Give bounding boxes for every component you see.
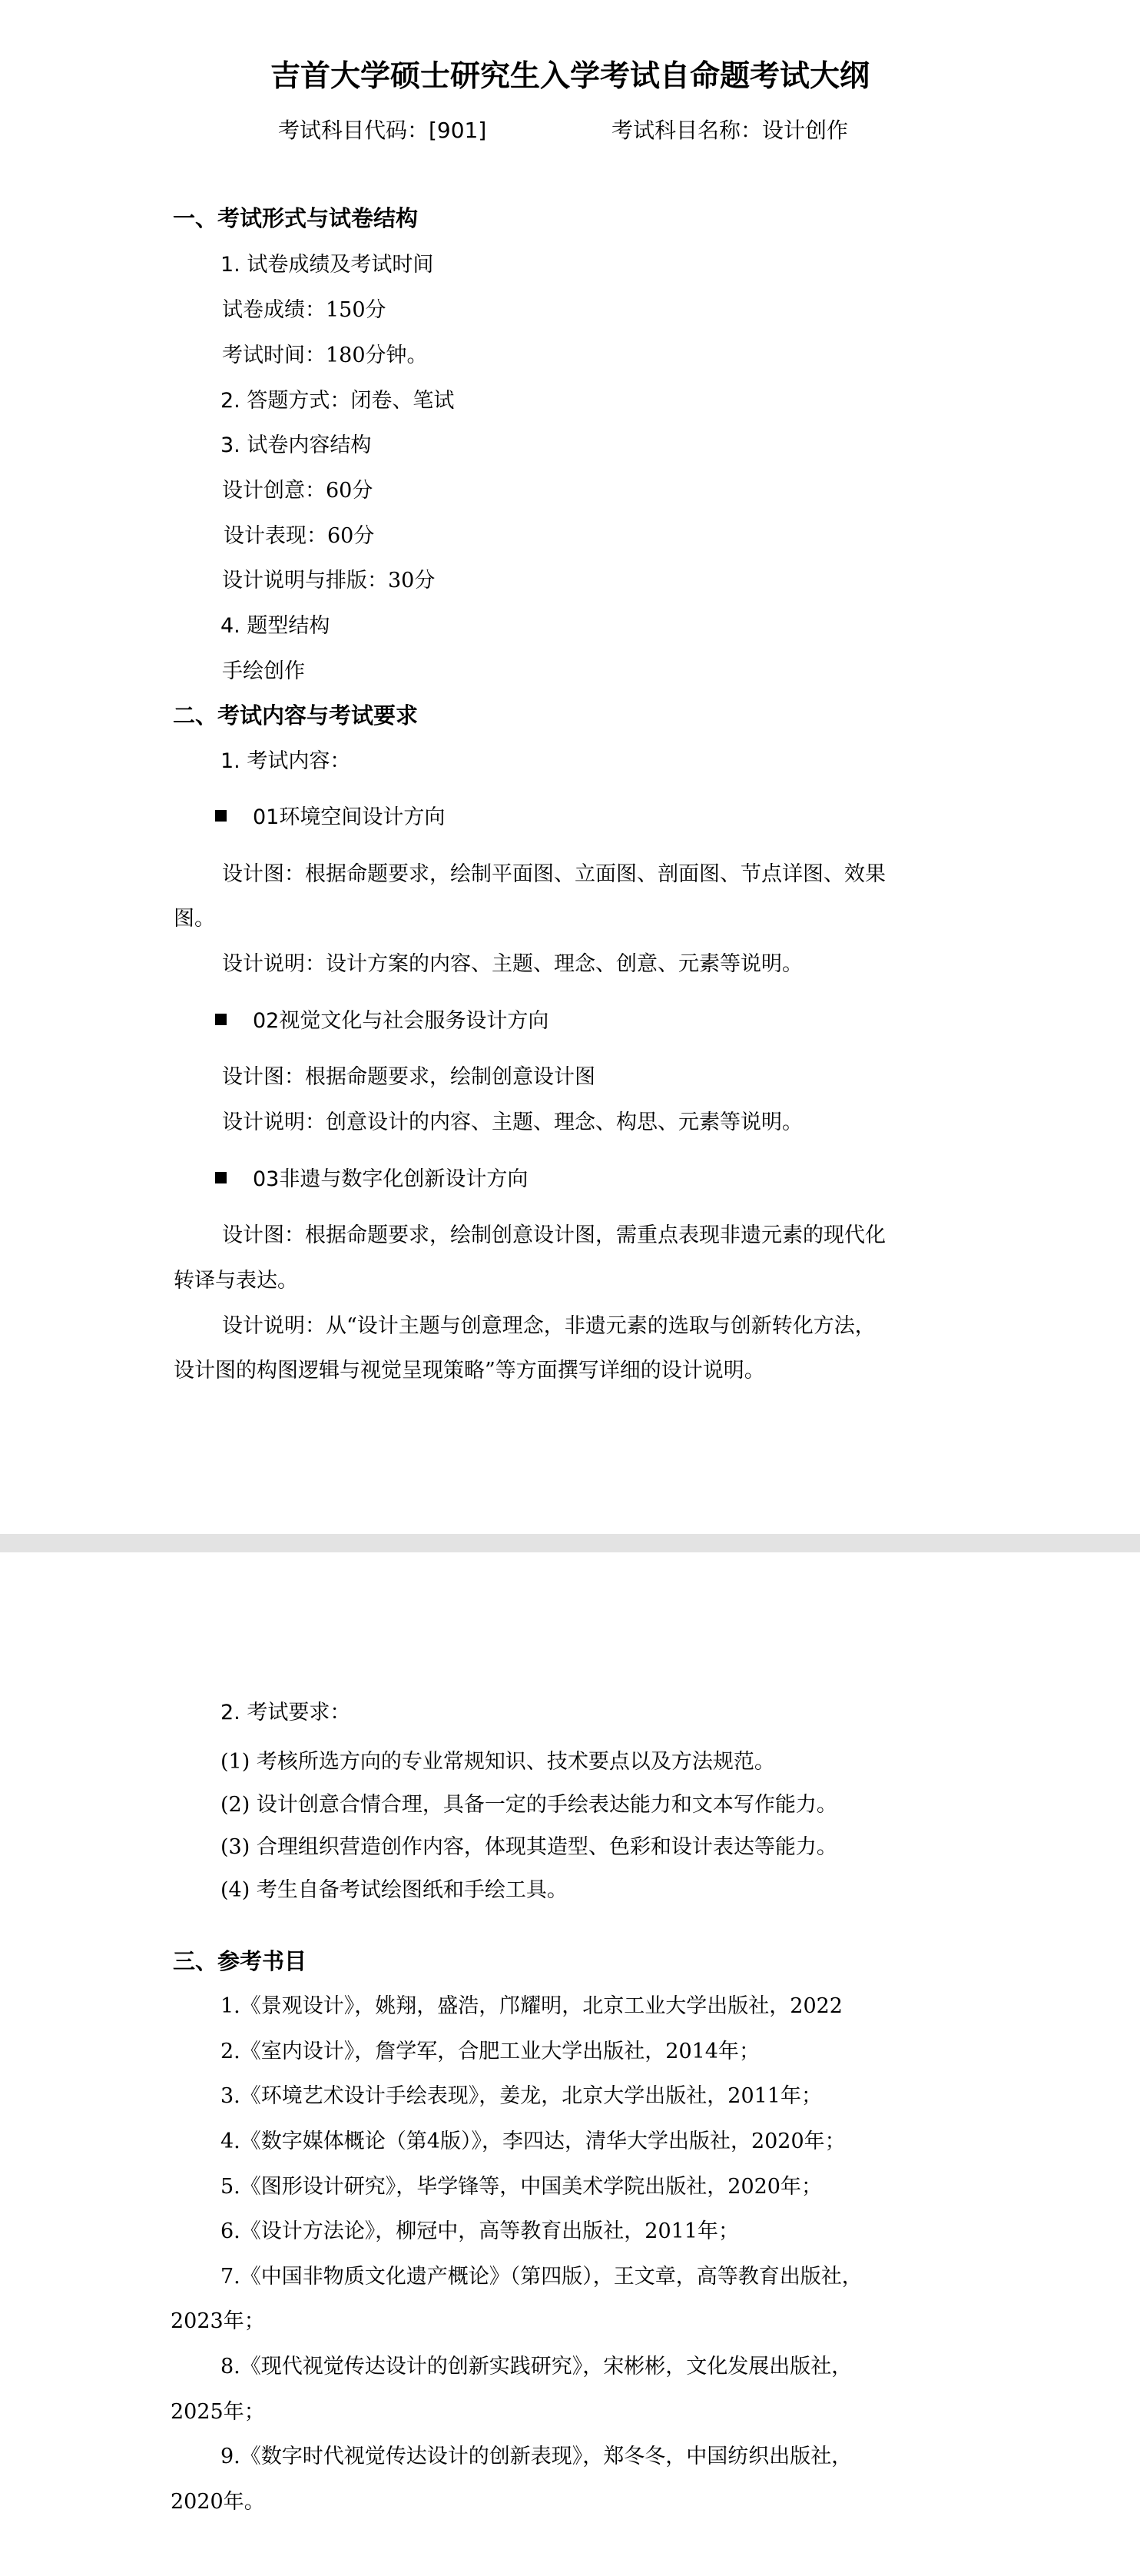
direction-03-description: 设计说明：从“设计主题与创意理念，非遗元素的选取与创新转化方法， <box>222 1314 876 1338</box>
direction-02-title: 02视觉文化与社会服务设计方向 <box>215 1004 548 1034</box>
subject-code: 考试科目代码：[901] <box>278 118 487 143</box>
direction-03-description-cont: 设计图的构图逻辑与视觉呈现策略”等方面撰写详细的设计说明。 <box>174 1359 765 1383</box>
section-2-item-1: 1. 考试内容： <box>220 749 351 773</box>
answer-mode-value: 闭卷、笔试 <box>350 389 455 413</box>
document-title: 吉首大学硕士研究生入学考试自命题考试大纲 <box>270 59 870 94</box>
direction-02-drawing: 设计图：根据命题要求，绘制创意设计图 <box>222 1065 595 1089</box>
subject-name: 考试科目名称：设计创作 <box>611 118 849 143</box>
direction-03-drawing-cont: 转译与表达。 <box>174 1269 298 1293</box>
direction-03-title: 03非遗与数字化创新设计方向 <box>215 1162 528 1192</box>
requirement-1: (1) 考核所选方向的专业常规知识、技术要点以及方法规范。 <box>220 1750 775 1774</box>
section-1-item-4: 4. 题型结构 <box>220 614 330 638</box>
page-gap <box>0 1534 1140 1552</box>
book-2: 2.《室内设计》，詹学军，合肥工业大学出版社，2014年； <box>220 2040 760 2063</box>
exam-score: 试卷成绩：150分 <box>222 298 386 322</box>
section-1-item-3: 3. 试卷内容结构 <box>220 433 372 457</box>
book-3: 3.《环境艺术设计手绘表现》，姜龙，北京大学出版社，2011年； <box>220 2084 822 2108</box>
book-7-cont: 2023年； <box>171 2309 265 2333</box>
book-5: 5.《图形设计研究》，毕学锋等，中国美术学院出版社，2020年； <box>220 2175 822 2199</box>
document-page-2 <box>0 1552 1140 2576</box>
book-9-cont: 2020年。 <box>171 2490 265 2514</box>
section-2-item-2: 2. 考试要求： <box>220 1701 351 1725</box>
book-4: 4.《数字媒体概论（第4版）》，李四达，清华大学出版社，2020年； <box>220 2130 846 2153</box>
direction-01-description: 设计说明：设计方案的内容、主题、理念、创意、元素等说明。 <box>222 952 803 976</box>
book-1: 1.《景观设计》，姚翔，盛浩，邝耀明，北京工业大学出版社，2022 <box>220 1994 843 2018</box>
direction-01-drawing: 设计图：根据命题要求，绘制平面图、立面图、剖面图、节点详图、效果 <box>222 862 886 886</box>
requirement-4: (4) 考生自备考试绘图纸和手绘工具。 <box>220 1878 568 1902</box>
content-layout: 设计说明与排版：30分 <box>222 569 436 593</box>
requirement-3: (3) 合理组织营造创作内容，体现其造型、色彩和设计表达等能力。 <box>220 1835 837 1859</box>
bullet-square-icon <box>215 810 227 822</box>
section-1-item-2 <box>220 383 454 413</box>
content-expression: 设计表现：60分 <box>224 524 375 548</box>
book-8-cont: 2025年； <box>171 2400 265 2424</box>
requirement-2: (2) 设计创意合情合理，具备一定的手绘表达能力和文本写作能力。 <box>220 1793 837 1817</box>
section-1-heading: 一、考试形式与试卷结构 <box>173 205 419 231</box>
exam-time: 考试时间：180分钟。 <box>222 344 428 367</box>
content-creativity: 设计创意：60分 <box>222 479 373 503</box>
section-1-item-1: 1. 试卷成绩及考试时间 <box>220 253 434 277</box>
direction-01-title: 01环境空间设计方向 <box>215 800 445 830</box>
answer-mode-label: 2. 答题方式： <box>220 389 351 413</box>
direction-03-drawing: 设计图：根据命题要求，绘制创意设计图，需重点表现非遗元素的现代化 <box>222 1223 886 1247</box>
section-2-heading: 二、考试内容与考试要求 <box>173 702 419 729</box>
section-3-heading: 三、参考书目 <box>173 1948 307 1974</box>
bullet-square-icon <box>215 1014 227 1025</box>
direction-02-description: 设计说明：创意设计的内容、主题、理念、构思、元素等说明。 <box>222 1110 803 1134</box>
book-6: 6.《设计方法论》，柳冠中，高等教育出版社，2011年； <box>220 2219 739 2243</box>
bullet-square-icon <box>215 1172 227 1183</box>
book-9: 9.《数字时代视觉传达设计的创新表现》，郑冬冬，中国纺织出版社， <box>220 2445 853 2468</box>
book-8: 8.《现代视觉传达设计的创新实践研究》，宋彬彬，文化发展出版社， <box>220 2355 853 2378</box>
question-type: 手绘创作 <box>222 659 305 683</box>
direction-01-drawing-cont: 图。 <box>174 907 215 931</box>
book-7: 7.《中国非物质文化遗产概论》（第四版），王文章，高等教育出版社， <box>220 2265 863 2289</box>
